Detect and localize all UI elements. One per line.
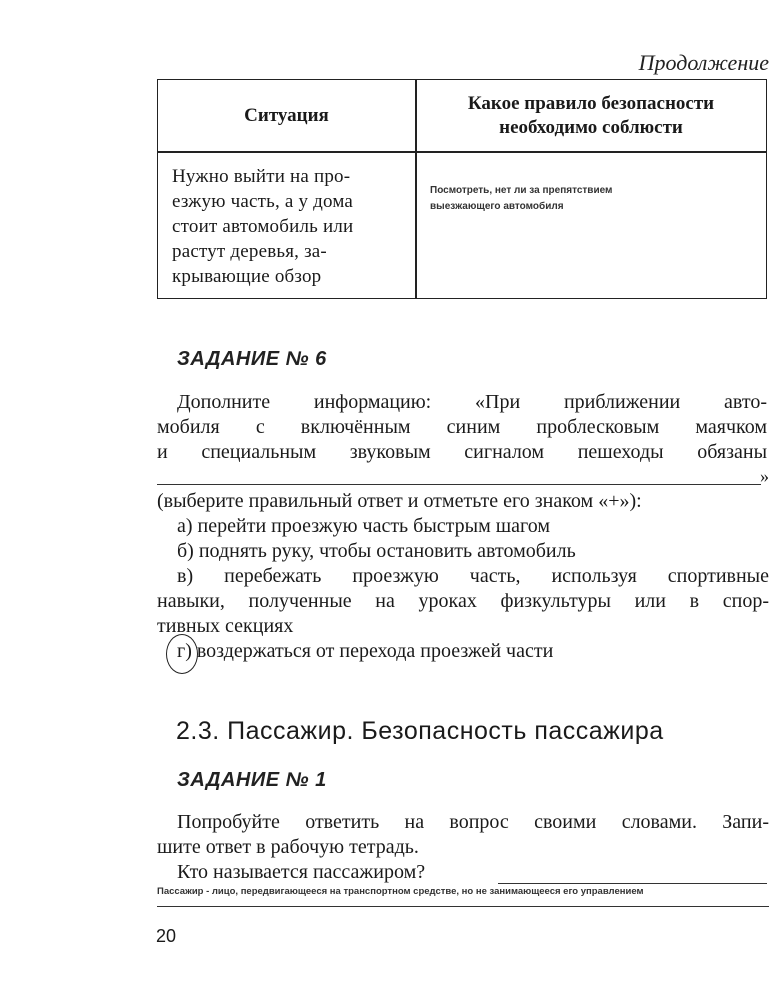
situation-line: Нужно выйти на про-: [172, 166, 351, 187]
safety-table: [157, 79, 767, 299]
option-g-letter: г): [177, 640, 192, 662]
page-number: 20: [156, 926, 177, 946]
task1-answer: Пассажир - лицо, передвигающееся на транспортном средстве, но не занимающееся его управлением: [157, 886, 644, 897]
answer-underline: [157, 906, 769, 907]
task1-text: [157, 810, 769, 860]
option-v-line: в) перебежать проезжую часть, используя спортивные: [177, 565, 769, 587]
task1-question: Кто называется пассажиром?: [177, 861, 426, 883]
table-header-rule-line1: Какое правило безопасности: [467, 93, 715, 114]
situation-line: стоит автомобиль или: [172, 216, 354, 237]
option-g-text: воздержаться от перехода проезжей части: [196, 640, 554, 662]
continued-label: Продолжение: [638, 50, 769, 75]
section-title: 2.3. Пассажир. Безопасность пассажира: [176, 717, 664, 745]
option-v-line: навыки, полученные на уроках физкультуры или в спор-: [157, 590, 769, 612]
table-header-situation: Ситуация: [244, 105, 329, 126]
task1-title: ЗАДАНИЕ № 1: [177, 769, 327, 791]
option-b: б) поднять руку, чтобы остановить автомобиль: [177, 540, 576, 562]
option-v: [157, 564, 769, 639]
option-a: а) перейти проезжую часть быстрым шагом: [177, 515, 551, 537]
table-row-divider: [158, 151, 766, 153]
task6-line: и специальным звуковым сигналом пешеходы обязаны: [157, 441, 767, 463]
task6-title: ЗАДАНИЕ № 6: [177, 348, 327, 370]
task6-instruction: (выберите правильный ответ и отметьте его знаком «+»):: [157, 490, 642, 512]
task6-line: мобиля с включённым синим проблесковым маячком: [157, 416, 767, 438]
question-answer-line: [498, 883, 767, 884]
answer-blank-line: [157, 484, 761, 485]
table-header-rule-line2: необходимо соблюсти: [499, 117, 683, 138]
rule-answer-line1: Посмотреть, нет ли за препятствием: [430, 185, 613, 196]
table-header-rule: [416, 92, 766, 140]
option-v-line: тивных секциях: [157, 615, 294, 637]
situation-line: крывающие обзор: [172, 266, 322, 287]
table-cell-rule-answer: [430, 183, 710, 215]
situation-line: езжую часть, а у дома: [172, 191, 354, 212]
situation-line: растут деревья, за-: [172, 241, 327, 262]
task1-line: Попробуйте ответить на вопрос своими словами. Запи-: [177, 811, 769, 833]
task1-line: шите ответ в рабочую тетрадь.: [157, 836, 419, 858]
task6-text: [157, 390, 767, 465]
table-cell-situation: [172, 164, 412, 289]
option-g: [177, 639, 553, 664]
close-quote: »: [760, 466, 769, 486]
task6-line: Дополните информацию: «При приближении авто-: [177, 391, 767, 413]
rule-answer-line2: выезжающего автомобиля: [430, 201, 564, 212]
